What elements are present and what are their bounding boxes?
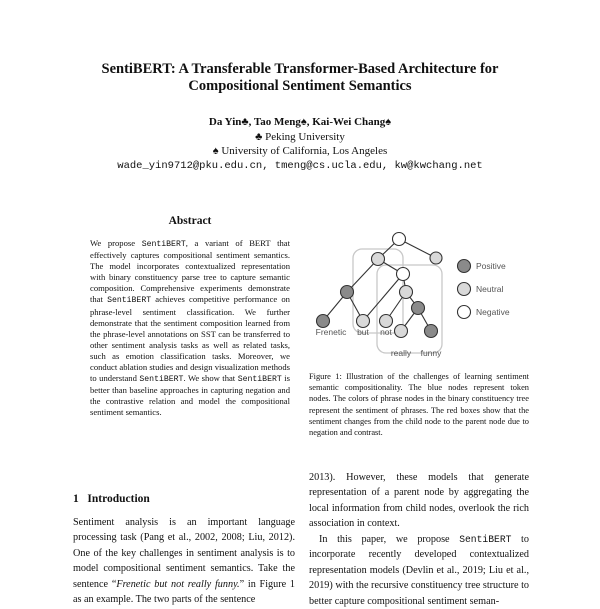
abstract-text-part: is better than baseline approaches in capturing negation and the contrastive relation and model the compositional sentiment semantics.: [90, 373, 290, 418]
right-column-paragraph-2: [309, 532, 529, 609]
token-node-frenetic: [317, 315, 330, 328]
token-node-but: [357, 315, 370, 328]
abstract-text-part: , a variant of BERT that effectively captures compositional sentiment semantics. The model incorporates contextualized representation with binary constituency parse tree to capture semantic composition. Comprehensive experiments demonstrate that: [90, 238, 290, 305]
model-name: SentiBERT: [459, 534, 512, 545]
phrase-node-neutral: [372, 253, 385, 266]
word-label: Frenetic: [315, 327, 347, 337]
phrase-node-positive: [412, 302, 425, 315]
abstract-text: [90, 238, 290, 419]
abstract-model-name: SentiBERT: [141, 240, 186, 249]
phrase-node-neutral: [400, 286, 413, 299]
abstract-text-part: . We show that: [183, 373, 238, 384]
right-column-paragraph-1: 2013). However, these models that generate representation of a parent node by aggregating the local information from child nodes, overlook the rich association in context.: [309, 472, 529, 530]
intro-paragraph: [73, 515, 295, 607]
body-text-part: In this paper, we propose: [319, 534, 460, 545]
word-label: really: [390, 348, 412, 358]
abstract-model-name: SentiBERT: [237, 375, 282, 385]
figure-1-tree-diagram: [305, 225, 530, 365]
section-number: 1: [73, 493, 79, 505]
abstract-text-part: achieves competitive performance on phrase-level sentiment classification. We further demonstrate that the sentiment composition learned from the phrase-level annotations on SST can be transferred to other sentiment analysis tasks as well as related tasks, such as emotion classification tasks. Moreover, we conduct ablation studies and design visualization methods to understand: [90, 294, 290, 384]
paper-title-line-1: SentiBERT: A Transferable Transformer-Based Architecture for: [101, 61, 499, 77]
intro-text-part: Sentiment analysis is an important language processing task (Pang et al., 2002, 2008; Liu, 2012). One of the key challenges in sentiment analysis is to model compositional sentiment semantics. Take the sentence “: [73, 517, 295, 590]
author-emails: wade_yin9712@pku.edu.cn, tmeng@cs.ucla.edu, kw@kwchang.net: [117, 160, 483, 172]
abstract-heading: Abstract: [168, 215, 212, 227]
punct-node: [430, 252, 442, 264]
example-sentence: Frenetic but not really funny.: [116, 578, 240, 590]
phrase-node-negative: [397, 268, 410, 281]
token-node-really: [395, 325, 408, 338]
legend-neutral-swatch: [458, 283, 471, 296]
abstract-model-name: SentiBERT: [139, 375, 184, 385]
affiliation-1: ♣ Peking University: [255, 131, 345, 143]
paper-title-line-2: Compositional Sentiment Semantics: [188, 78, 412, 94]
negation-highlight-box: [377, 265, 442, 353]
word-label: not: [380, 327, 392, 337]
token-node-not: [380, 315, 393, 328]
word-label: funny: [420, 348, 442, 358]
phrase-node-positive: [341, 286, 354, 299]
abstract-text-part: We propose: [90, 238, 142, 248]
intro-text-part: ” in Figure 1 as an example. The two parts of the sentence: [73, 578, 296, 606]
legend-positive-swatch: [458, 260, 471, 273]
token-node-funny: [425, 325, 438, 338]
abstract-model-name: SentiBERT: [107, 296, 152, 306]
authors: Da Yin♣, Tao Meng♠, Kai-Wei Chang♠: [208, 116, 392, 128]
section-title: Introduction: [87, 493, 150, 505]
affiliation-2: ♠ University of California, Los Angeles: [212, 145, 388, 157]
section-1-heading: [73, 493, 150, 505]
root-node-negative: [393, 233, 406, 246]
body-text-part: to incorporate recently developed contextualized representation models (Devlin et al., 2019; Liu et al., 2019) with the recursive constituency tree structure to better capture compositional sentiment seman-: [309, 534, 529, 607]
legend-negative-label: Negative: [476, 307, 510, 317]
word-label: but: [357, 327, 369, 337]
figure-1-caption: Figure 1: Illustration of the challenges of learning sentiment semantic compositionality. The blue nodes represent token nodes. The colors of phrase nodes in the binary constituency tree represent the sentiment of phrases. The red boxes show that the sentiment changes from the child node to the parent node due to negation and contrast.: [309, 372, 529, 438]
legend-positive-label: Positive: [476, 261, 506, 271]
legend-neutral-label: Neutral: [476, 284, 504, 294]
legend-negative-swatch: [458, 306, 471, 319]
